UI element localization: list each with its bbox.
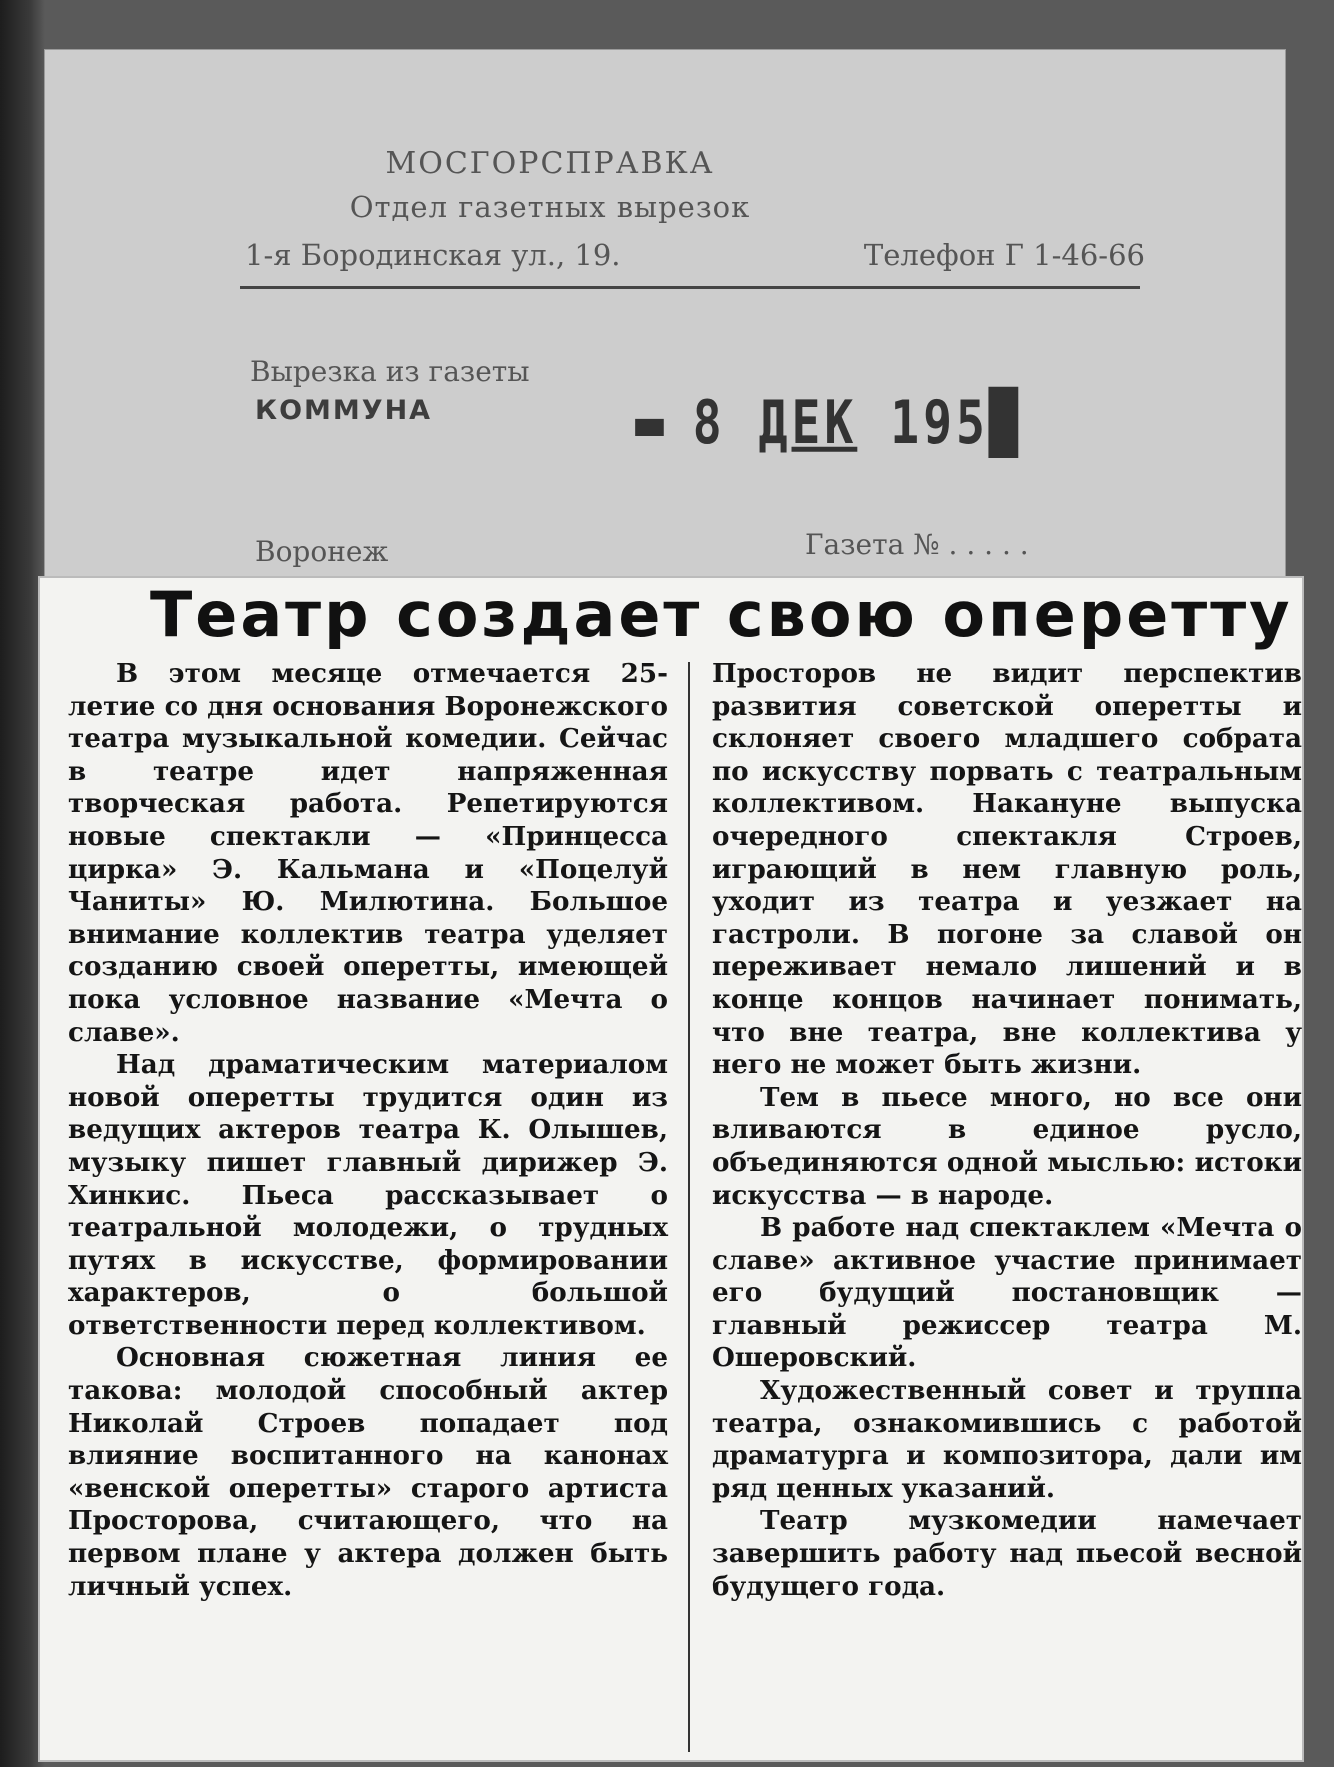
article-column-right (712, 658, 1302, 1603)
newspaper-clipping (40, 578, 1302, 1760)
paragraph: Просторов не видит перспектив развития советской оперетты и склоняет своего младшего собрата по искусству порвать с театральным коллективом. Накануне выпуска очередного спектакля Строев, играющий в нем главную роль, уходит из театра и уезжает на гастроли. В погоне за славой он переживает немало лишений и в конце концов начинает понимать, что вне театра, вне коллектива у него не может быть жизни. (712, 658, 1302, 1081)
paragraph: В работе над спектаклем «Мечта о славе» активное участие принимает его будущий постановщик — главный режиссер театра М. Ошеровский. (712, 1212, 1302, 1374)
bureau-department: Отдел газетных вырезок (349, 190, 751, 224)
stamp-day: 8 (692, 388, 726, 458)
paragraph: Над драматическим материалом новой оперетты трудится один из ведущих актеров театра К. Олышев, музыку пишет главный дирижер Э. Хинкис. Пьеса рассказывает о театральной молодежи, о трудных путях в искусстве, формировании характеров, о большой ответственности перед коллективом. (68, 1049, 668, 1341)
stamp-year: 195 (890, 388, 989, 458)
address-row (245, 238, 1145, 272)
date-stamp: ▬ 8 ДЕК 195█ (635, 388, 1022, 458)
paragraph: Театр музкомедии намечает завершить работу над пьесой весной будущего года. (712, 1505, 1302, 1602)
article-headline: Театр создает свою оперетту (150, 578, 1293, 651)
paragraph: Основная сюжетная линия ее такова: молодой способный актер Николай Строев попадает под влияние воспитанного на канонах «венской оперетты» старого артиста Просторова, считающего, что на первом плане у актера должен быть личный успех. (68, 1342, 668, 1602)
paragraph: В этом месяце отмечается 25-летие со дня основания Воронежского театра музыкальной комедии. Сейчас в театре идет напряженная творческая работа. Репетируются новые спектакли — «Принцесса цирка» Э. Кальмана и «Поцелуй Чаниты» Ю. Милютина. Большое внимание коллектив театра уделяет созданию своей оперетты, имеющей пока условное название «Мечта о славе». (68, 658, 668, 1048)
bureau-address: 1-я Бородинская ул., 19. (245, 238, 621, 272)
clipping-label: Вырезка из газеты (250, 355, 530, 388)
stamp-month: ДЕК (758, 388, 858, 458)
paragraph: Тем в пьесе много, но все они вливаются в единое русло, объединяются одной мыслью: истоки искусства — в народе. (712, 1081, 1302, 1211)
bureau-name: МОСГОРСПРАВКА (385, 146, 715, 181)
column-divider (688, 662, 690, 1752)
paragraph: Художественный совет и труппа театра, ознакомившись с работой драматурга и композитора, дали им ряд ценных указаний. (712, 1375, 1302, 1504)
bureau-phone: Телефон Г 1-46-66 (863, 238, 1145, 272)
clipping-bureau-card (45, 50, 1285, 610)
header-rule (240, 286, 1140, 289)
city-label: Воронеж (255, 535, 389, 568)
newspaper-name: КОММУНА (255, 395, 433, 426)
issue-number-label: Газета № . . . . . (805, 528, 1029, 561)
article-column-left (68, 658, 668, 1603)
